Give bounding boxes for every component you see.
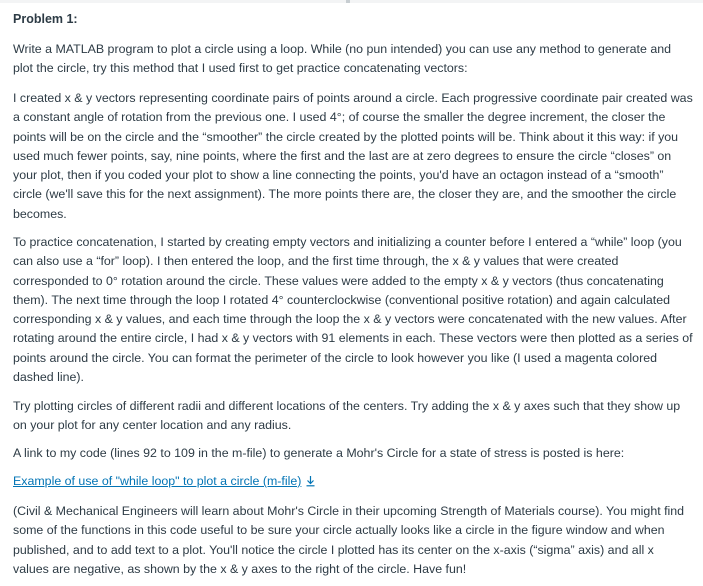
intro-paragraph: Write a MATLAB program to plot a circle using a loop. While (no pun intended) you can use any method to generate and plot the circle, try this method that I used first to get practice concatenating vectors: — [13, 42, 671, 76]
closing-paragraph: (Civil & Mechanical Engineers will learn about Mohr's Circle in their upcoming Strength of Materials course). You might find some of the functions in this code useful to be sure your circle actually looks like a circle in the figure window and when published, and to add text to a plot. You'll notice the circle I plotted has its center on the x-axis (“sigma” axis) and all x values are negative, as shown by the x & y axes to the right of the circle. Have fun! — [13, 504, 685, 576]
mfile-link[interactable]: Example of use of "while loop" to plot a circle (m-file) — [13, 474, 302, 488]
file-link-paragraph — [13, 472, 693, 491]
method-paragraph: I created x & y vectors representing coordinate pairs of points around a circle. Each progressive coordinate pair created was a constant angle of rotation from the previous one. I used 4°; of course the smaller the degree increment, the closer the points will be on the circle and the “smoother” the circle created by the plotted points will be. Think about it this way: if you used much fewer points, say, nine points, where the first and the last are at zero degrees to ensure the circle “closes” on your plot, then if you coded your plot to show a line connecting the points, you'd have an octagon instead of a “smooth” circle (we'll save this for the next assignment). The more points there are, the closer they are, and the smoother the circle becomes. — [13, 91, 693, 221]
download-icon[interactable] — [305, 475, 316, 487]
scroll-marker — [346, 0, 350, 3]
problem-title: Problem 1: — [13, 12, 78, 26]
link-intro-paragraph: A link to my code (lines 92 to 109 in the m-file) to generate a Mohr's Circle for a state of stress is posted is here: — [13, 446, 625, 460]
concatenation-paragraph: To practice concatenation, I started by creating empty vectors and initializing a counter before I entered a “while” loop (you can also use a “for” loop). I then entered the loop, and the first time through, the x & y values that were created corresponded to 0° rotation around the circle. These values were added to the empty x & y vectors (thus concatenating them). The next time through the loop I rotated 4° counterclockwise (conventional positive rotation) and again calculated corresponding x & y values, and each time through the loop the x & y vectors were concatenated with the new values. After rotating around the entire circle, I had x & y vectors with 91 elements in each. These vectors were then plotted as a series of points around the circle. You can format the perimeter of the circle to look however you like (I used a magenta colored dashed line). — [13, 235, 693, 385]
top-divider — [0, 0, 703, 3]
try-paragraph: Try plotting circles of different radii and different locations of the centers. Try adding the x & y axes such that they show up on your plot for any center location and any radius. — [13, 399, 681, 433]
